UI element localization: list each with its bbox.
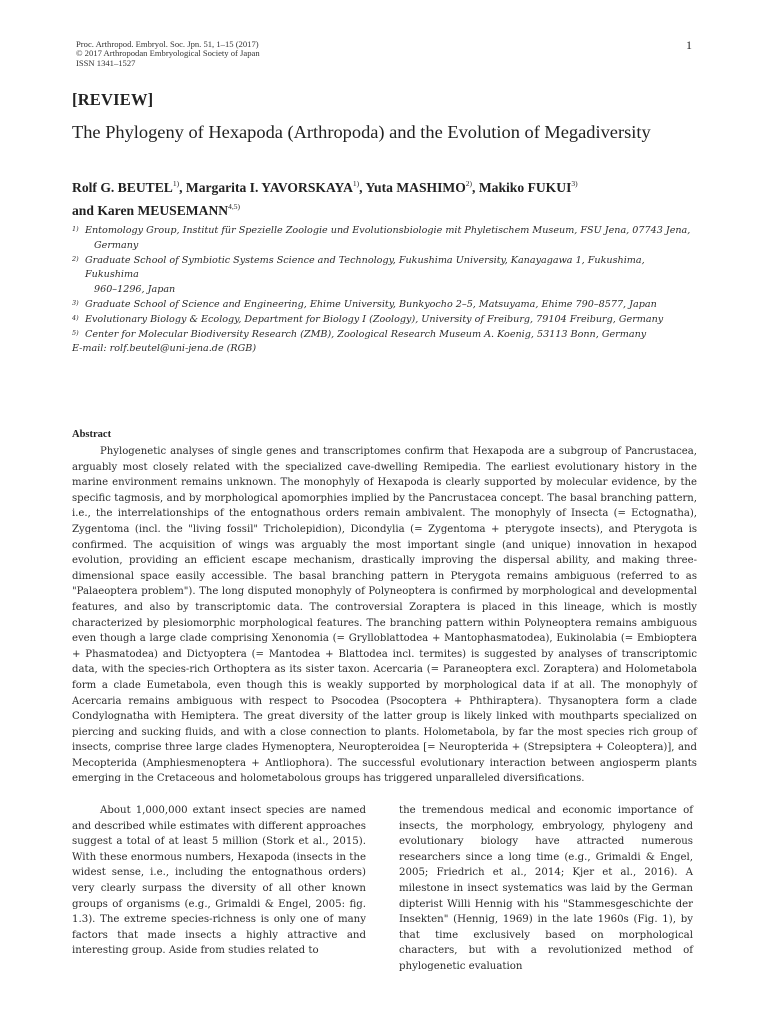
journal-meta: [76, 40, 260, 68]
affiliation-item: [72, 298, 697, 313]
affiliation-item: [72, 254, 697, 298]
copyright-line: © 2017 Arthropodan Embryological Society of Japan: [76, 48, 260, 59]
author-affiliation-mark: 4,5): [228, 201, 240, 211]
author-affiliation-mark: 2): [465, 179, 473, 188]
affiliation-item: [72, 313, 697, 328]
page-number: 1: [686, 38, 692, 52]
affiliations: [72, 224, 697, 357]
body-paragraph: About 1,000,000 extant insect species are named and described while estimates with different approaches suggest a total of at least 5 million (Stork et al., 2015). With these enormous numbers, Hexapoda (insects in the widest sense, i.e., including the entognathous orders) very clearly surpass the diversity of all other known groups of organisms (e.g., Grimaldi & Engel, 2005: fig. 1.3). The extreme species-richness is only one of many factors that made insects a highly attractive and interesting group. Aside from studies related to: [72, 805, 366, 957]
author-separator: ,: [179, 180, 186, 195]
journal-citation: Proc. Arthropod. Embryol. Soc. Jpn. 51, 1–15 (2017): [76, 39, 259, 49]
affiliation-text: Entomology Group, Institut für Spezielle Zoologie und Evolutionsbiologie mit Phyletischem Museum, FSU Jena, 07743 Jena,: [85, 225, 691, 236]
affiliation-number: 4): [72, 313, 79, 322]
affiliation-number: 2): [72, 254, 79, 263]
section-label: [REVIEW]: [72, 90, 154, 109]
corresponding-email: E-mail: rolf.beutel@uni-jena.de (RGB): [72, 343, 257, 355]
author-separator: ,: [472, 180, 479, 195]
body-paragraph: the tremendous medical and economic importance of insects, the morphology, embryology, phylogeny and evolutionary biology have attracted numerous researchers since a long time (e.g., Grimaldi & Engel, 2005; Friedrich et al., 2014; Kjer et al., 2016). A milestone in insect systematics was laid by the German dipterist Willi Hennig with his "Stammesgeschichte der Insekten" (Hennig, 1969) in the late 1960s (Fig. 1), by that time exclusively based on morphological characters, but with a revolutionized method of phylogenetic evaluation: [399, 805, 693, 972]
body-column-left: [72, 803, 366, 959]
author-affiliation-mark: 3): [571, 179, 578, 188]
author-name: Rolf G. BEUTEL: [72, 180, 173, 195]
affiliation-item: [72, 328, 697, 343]
author-name: and Karen MEUSEMANN: [72, 202, 229, 218]
abstract-paragraph: Phylogenetic analyses of single genes and transcriptomes confirm that Hexapoda are a subgroup of Pancrustacea, arguably most closely related with the specialized cave-dwelling Remipedia. The earliest evolutionary history in the marine environment remains unknown. The monophyly of Hexapoda is clearly supported by molecular evidence, by the specific tagmosis, and by morphological apomorphies implied by the Pancrustacea concept. The basal branching pattern, i.e., the interrelationships of the entognathous orders remain ambivalent. The monophyly of Insecta (= Ectognatha), Zygentoma (incl. the "living fossil" Tricholepidion), Dicondylia (= Zygentoma + pterygote insects), and Pterygota is confirmed. The acquisition of wings was arguably the most important single (and unique) innovation in hexapod evolution, providing an efficient escape mechanism, drastically improving the dispersal ability, and making three-dimensional space easily accessible. The basal branching pattern in Pterygota remains ambiguous (referred to as "Palaeoptera problem"). The long disputed monophyly of Polyneoptera is confirmed by morphological and developmental features, and also by transcriptomic data. The controversial Zoraptera is placed in this lineage, which is mostly characterized by plesiomorphic morphological features. The branching pattern within Polyneoptera remains ambiguous even though a large clade comprising Xenonomia (= Grylloblattodea + Mantophasmatodea), Eukinolabia (= Embioptera + Phasmatodea) and Dictyoptera (= Mantodea + Blattodea incl. termites) is suggested by analyses of transcriptomic data, with the species-rich Orthoptera as its sister taxon. Acercaria (= Paraneoptera excl. Zoraptera) and Holometabola form a clade Eumetabola, even though this is weakly supported by morphological data if at all. The monophyly of Acercaria remains ambiguous with respect to Psocodea (Psocoptera + Phthiraptera). Thysanoptera form a clade Condylognatha with Hemiptera. The great diversity of the latter group is likely linked with mouthparts specialized on piercing and sucking fluids, and with a close connection to plants. Holometabola, by far the most species rich group of insects, comprise three large clades Hymenoptera, Neuropteroidea [= Neuropterida + (Strepsiptera + Coleoptera)], and Mecopterida (Amphiesmenoptera + Antliophora). The successful evolutionary interaction between angiosperm plants emerging in the Cretaceous and holometabolous groups has triggered unparalleled diversifications.: [72, 446, 697, 785]
paper-title: The Phylogeny of Hexapoda (Arthropoda) and the Evolution of Megadiversity: [72, 122, 651, 142]
affiliation-number: 5): [72, 328, 79, 337]
affiliation-text-continued: 960–1296, Japan: [94, 284, 176, 296]
affiliation-number: 3): [72, 298, 79, 307]
affiliation-item: [72, 224, 697, 254]
affiliation-number: 1): [72, 225, 79, 233]
affiliation-text: Center for Molecular Biodiversity Research (ZMB), Zoological Research Museum A. Koenig, 53113 Bonn, Germany: [85, 328, 647, 340]
author-affiliation-mark: 1): [352, 179, 360, 188]
affiliation-text-continued: Germany: [94, 239, 139, 251]
issn-line: ISSN 1341–1527: [76, 57, 136, 68]
author-separator: ,: [359, 180, 366, 195]
affiliation-text: Graduate School of Symbiotic Systems Science and Technology, Fukushima University, Kanayagawa 1, Fukushima, Fukushima: [85, 254, 645, 281]
body-column-right: [399, 803, 693, 975]
author-name: Makiko FUKUI: [478, 180, 572, 195]
affiliation-text: Evolutionary Biology & Ecology, Department for Biology I (Zoology), University of Freiburg, 79104 Freiburg, Germany: [85, 313, 664, 325]
abstract-heading: Abstract: [72, 429, 112, 440]
abstract-body: [72, 444, 697, 787]
author-list: [72, 175, 697, 220]
affiliation-text: Graduate School of Science and Engineering, Ehime University, Bunkyocho 2–5, Matsuyama, Ehime 790–8577, Japan: [85, 298, 657, 310]
author-affiliation-mark: 1): [172, 179, 180, 188]
author-name: Margarita I. YAVORSKAYA: [185, 180, 353, 195]
author-name: Yuta MASHIMO: [365, 180, 466, 195]
